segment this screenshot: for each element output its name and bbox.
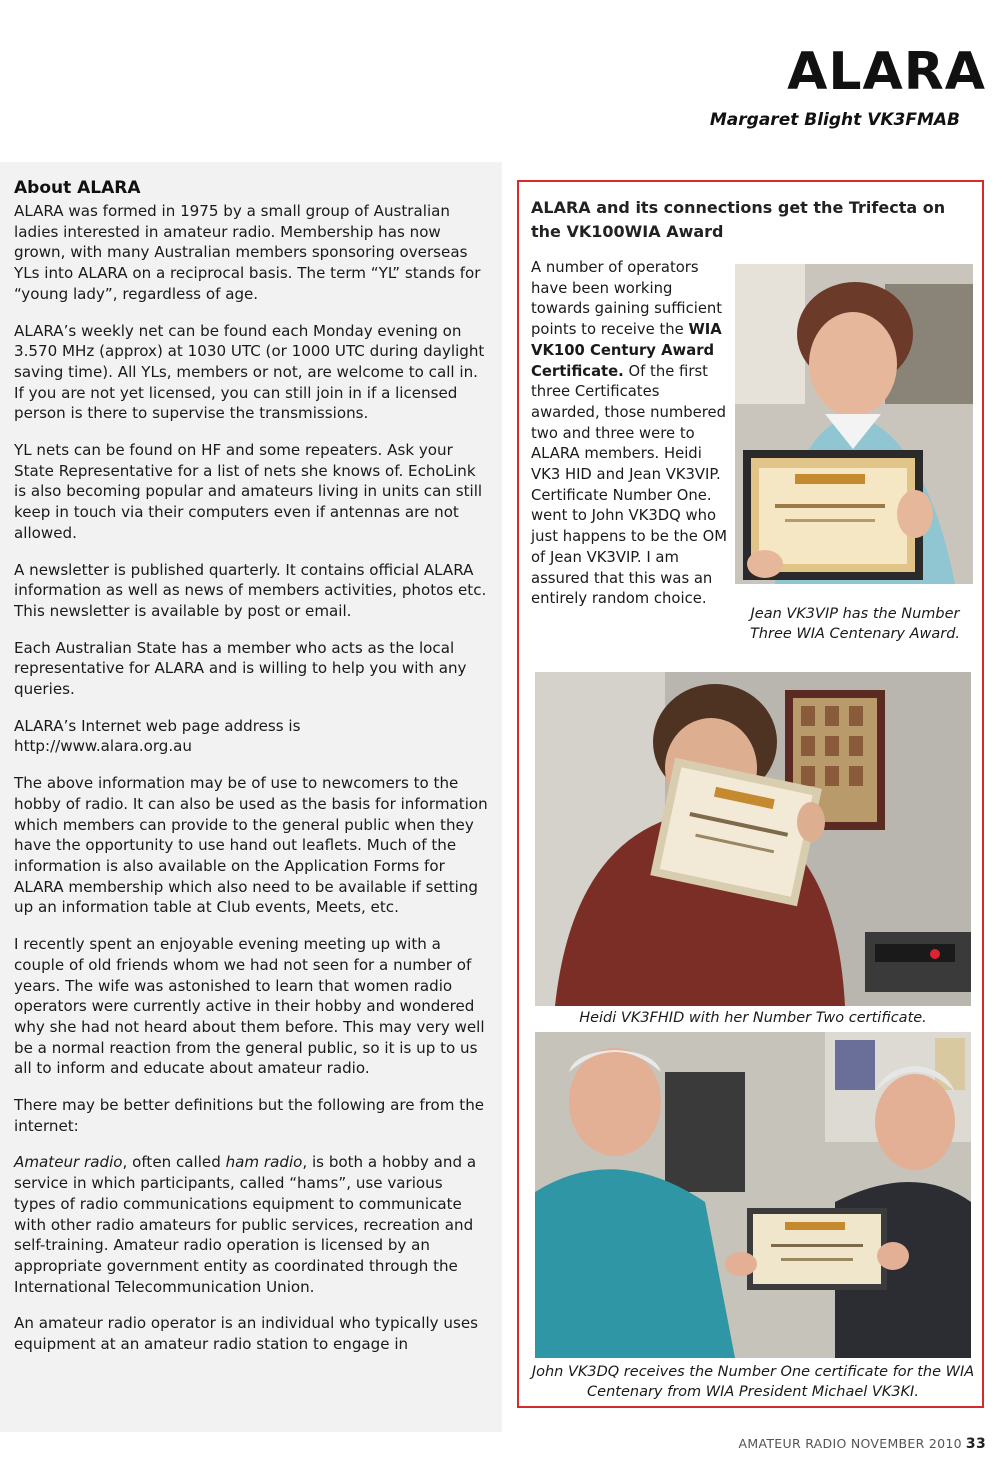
page-header	[0, 0, 1000, 160]
paragraph: Each Australian State has a member who acts as the local representative for ALARA and is willing to help you with any queries.	[14, 638, 467, 699]
term-amateur-radio: Amateur radio	[14, 1153, 123, 1172]
paragraph: ALARA was formed in 1975 by a small group of Australian ladies interested in amateur radio. Membership has now grown, with many Australian members sponsoring overseas YLs into ALARA on a reciprocal basis. The term “YL” stands for “young lady”, regardless of age.	[14, 202, 481, 303]
paragraph: There may be better definitions but the following are from the internet:	[14, 1096, 485, 1135]
term-ham-radio: ham radio	[225, 1153, 303, 1172]
page-number: 33	[965, 1436, 986, 1452]
feature-title: ALARA and its connections get the Trifecta on the VK100WIA Award	[531, 198, 946, 241]
award-name: WIA VK100 Century Award Certificate.	[531, 321, 722, 380]
main-article-column	[0, 162, 502, 1432]
section-heading: About ALARA	[14, 178, 141, 198]
photo-heidi-illustration	[535, 672, 971, 1006]
web-address-link[interactable]: http://www.alara.org.au	[14, 737, 192, 756]
feature-text: A number of operators have been working towards gaining sufficient points to receive the WIA VK100 Century Award Certificate. Of the first three Certificates awarded, those numbered two and three were to ALARA members. Heidi VK3 HID and Jean VK3VIP. Certificate Number One. went to John VK3DQ who just happens to be the OM of Jean VK3VIP. I am assured that this was an entirely random choice.	[531, 259, 727, 608]
paragraph: Amateur radio, often called ham radio, is both a hobby and a service in which participants, called “hams”, use various types of radio communications equipment to communicate with other radio amateurs for public services, recreation and self-training. Amateur radio operation is licensed by an appropriate government entity as coordinated through the International Telecommunication Union.	[14, 1153, 477, 1296]
paragraph	[14, 716, 488, 757]
paragraph: ALARA’s weekly net can be found each Monday evening on 3.570 MHz (approx) at 1030 UTC (or 1000 UTC during daylight saving time). All YLs, members or not, are welcome to call in. If you are not yet licensed, you can still join in if a licensed person is there to supervise the transmissions.	[14, 321, 485, 423]
magazine-issue: AMATEUR RADIO NOVEMBER 2010	[738, 1436, 962, 1451]
paragraph: YL nets can be found on HF and some repeaters. Ask your State Representative for a list of nets she knows of. EchoLink is also becoming popular and amateurs living in units can still keep in touch via their computers even if antennas are not allowed.	[14, 441, 483, 542]
photo-john-illustration	[535, 1032, 971, 1358]
photo-jean-award	[735, 264, 973, 584]
column-title: ALARA	[787, 42, 986, 102]
photo-caption-2: Heidi VK3FHID with her Number Two certificate.	[579, 1010, 927, 1026]
photo-heidi-certificate	[535, 672, 971, 1006]
author-byline: Margaret Blight VK3FMAB	[709, 110, 960, 130]
page-footer	[739, 1436, 986, 1452]
web-address-label: ALARA’s Internet web page address is	[14, 716, 301, 735]
paragraph: I recently spent an enjoyable evening meeting up with a couple of old friends whom we had not seen for a number of years. The wife was astonished to learn that women radio operators were currently active in their hobby and wondered why she had not heard about them before. This may very well be a normal reaction from the general public, so it is up to us all to inform and educate about amateur radio.	[14, 935, 485, 1078]
sidebar-feature-box	[517, 180, 984, 1408]
photo-caption-3: John VK3DQ receives the Number One certificate for the WIA Centenary from WIA President Michael VK3KI.	[531, 1364, 975, 1400]
paragraph: A newsletter is published quarterly. It contains official ALARA information as well as news of members activities, photos etc. This newsletter is available by post or email.	[14, 560, 487, 620]
photo-caption-1: Jean VK3VIP has the Number Three WIA Centenary Award.	[749, 606, 961, 642]
paragraph: The above information may be of use to newcomers to the hobby of radio. It can also be used as the basis for information which members can provide to the general public when they have the opportunity to use hand out leaflets. Much of the information is also available on the Application Forms for ALARA membership which also need to be available if setting up an information table at Club events, Meets, etc.	[14, 774, 488, 917]
paragraph: An amateur radio operator is an individual who typically uses equipment at an amateur radio station to engage in	[14, 1314, 478, 1354]
photo-jean-illustration	[735, 264, 973, 584]
photo-john-certificate	[535, 1032, 971, 1358]
